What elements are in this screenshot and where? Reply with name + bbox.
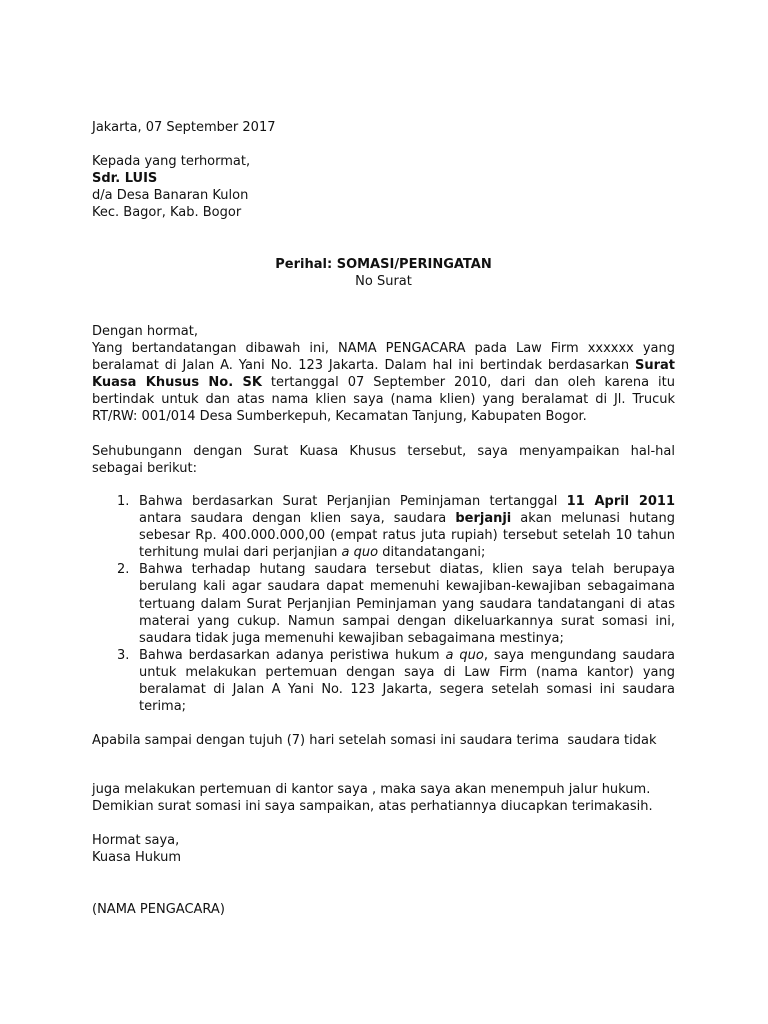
- letter-number: No Surat: [355, 274, 412, 290]
- bold-text: 11 April 2011: [566, 494, 676, 509]
- numbered-points-list: [92, 493, 675, 715]
- text-line: [92, 357, 675, 374]
- text-span: Bahwa berdasarkan Surat Perjanjian Peminjaman tertanggal: [139, 494, 567, 509]
- text-line: [139, 630, 675, 647]
- text-span: ditandatangani;: [378, 545, 486, 561]
- text-line: [92, 460, 675, 477]
- signatory-name: (NAMA PENGACARA): [92, 902, 225, 917]
- text-span: antara saudara dengan klien saya, saudara: [139, 511, 456, 527]
- text-line: [139, 510, 675, 527]
- text-span: Sehubungann dengan Surat Kuasa Khusus tersebut, saya menyampaikan hal-hal: [92, 444, 675, 459]
- text-span: untuk melakukan pertemuan dengan saya di Law Firm (nama kantor) yang: [139, 664, 675, 680]
- bold-text: Surat: [634, 358, 675, 374]
- text-span: saudara tidak juga memenuhi kewajiban sebagaimana mestinya;: [139, 630, 564, 646]
- text-line: [139, 544, 675, 561]
- text-line: [92, 443, 675, 460]
- text-span: materai yang cukup. Namun sampai dengan dikeluarkannya surat somasi ini,: [139, 613, 675, 629]
- text-span: akan melunasi hutang: [511, 511, 675, 527]
- text-line: [92, 408, 675, 425]
- text-line: [92, 340, 675, 357]
- text-line: [92, 391, 675, 408]
- text-span: Yang bertandatangan dibawah ini, NAMA PENGACARA pada Law Firm xxxxxx yang: [92, 341, 675, 356]
- text-span: sebagai berikut:: [92, 461, 198, 477]
- text-span: terhitung mulai dari perjanjian: [139, 545, 342, 561]
- list-item-text: [139, 561, 675, 646]
- text-span: terima;: [139, 699, 187, 715]
- list-number: 2.: [117, 562, 130, 578]
- closing-line: juga melakukan pertemuan di kantor saya , maka saya akan menempuh jalur hukum.: [92, 782, 651, 797]
- closing-paragraph: [92, 781, 675, 815]
- text-line: [139, 596, 675, 613]
- list-item: [92, 493, 675, 561]
- text-span: beralamat di Jalan A Yani No. 123 Jakarta, segera setelah somasi ini saudara: [139, 682, 675, 698]
- text-line: [139, 647, 675, 664]
- text-span: bertindak untuk dan atas nama klien saya (nama klien) yang beralamat di Jl. Trucuk: [92, 392, 675, 408]
- italic-text: a quo: [341, 545, 379, 561]
- recipient-salutation: Kepada yang terhormat,: [92, 154, 251, 169]
- text-line: [139, 664, 675, 681]
- text-span: Bahwa berdasarkan adanya peristiwa hukum: [139, 647, 446, 663]
- place-date: Jakarta, 07 September 2017: [92, 120, 276, 135]
- text-line: [139, 578, 675, 595]
- sign-off-block: [92, 832, 675, 866]
- subject-title: Perihal: SOMASI/PERINGATAN: [275, 257, 492, 272]
- text-span: Bahwa terhadap hutang saudara tersebut diatas, klien saya telah berupaya: [139, 562, 675, 578]
- bold-text: berjanji: [455, 511, 512, 527]
- list-number: 1.: [117, 494, 130, 509]
- signer-role: Kuasa Hukum: [92, 850, 182, 866]
- text-line: [139, 527, 675, 544]
- list-item-text: [139, 493, 675, 561]
- text-span: tertanggal 07 September 2010, dari dan oleh karena itu: [261, 375, 675, 391]
- list-item: [92, 647, 675, 715]
- text-line: [92, 374, 675, 391]
- intro-paragraph: [92, 443, 675, 477]
- greeting: Dengan hormat,: [92, 324, 199, 339]
- list-number: 3.: [117, 647, 130, 663]
- warning-line: Apabila sampai dengan tujuh (7) hari setelah somasi ini saudara terima saudara tidak: [92, 733, 657, 748]
- text-line: [139, 613, 675, 630]
- text-span: , saya mengundang saudara: [483, 647, 675, 663]
- subject-block: [92, 256, 675, 290]
- text-span: berulang kali agar saudara dapat memenuhi kewajiban-kewajiban sebagaimana: [139, 579, 675, 595]
- recipient-block: [92, 153, 675, 221]
- opening-paragraph: [92, 340, 675, 425]
- text-span: sebesar Rp. 400.000.000,00 (empat ratus juta rupiah) tersebut setelah 10 tahun: [139, 528, 675, 544]
- text-span: RT/RW: 001/014 Desa Sumberkepuh, Kecamatan Tanjung, Kabupaten Bogor.: [92, 409, 587, 425]
- text-span: beralamat di Jalan A. Yani No. 123 Jakarta. Dalam hal ini bertindak berdasarkan: [92, 358, 635, 374]
- text-line: [139, 698, 675, 715]
- complimentary-close: Hormat saya,: [92, 833, 180, 848]
- text-line: [139, 681, 675, 698]
- closing-line: Demikian surat somasi ini saya sampaikan, atas perhatiannya diucapkan terimakasih.: [92, 799, 653, 815]
- italic-text: a quo: [445, 647, 484, 663]
- recipient-address-line: d/a Desa Banaran Kulon: [92, 188, 249, 204]
- text-line: [139, 561, 675, 578]
- text-span: tertuang dalam Surat Perjanjian Peminjaman yang saudara tandatangani di atas: [139, 596, 675, 612]
- list-item-text: [139, 647, 675, 715]
- recipient-name: Sdr. LUIS: [92, 171, 158, 187]
- text-line: [139, 493, 675, 510]
- recipient-address-line: Kec. Bagor, Kab. Bogor: [92, 205, 242, 221]
- bold-text: Kuasa Khusus No. SK: [92, 375, 262, 391]
- list-item: [92, 561, 675, 646]
